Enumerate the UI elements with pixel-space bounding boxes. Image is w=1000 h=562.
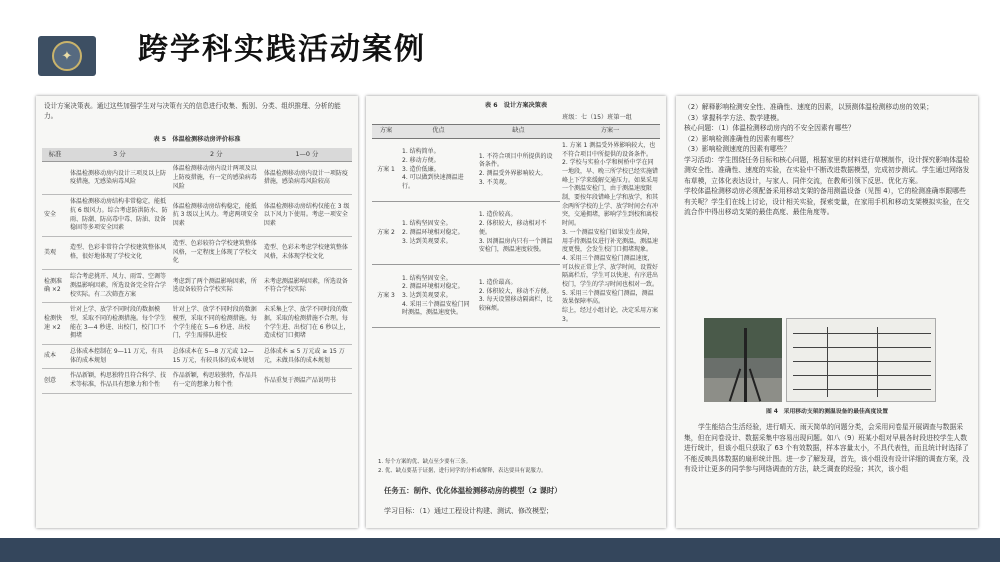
table-row	[42, 344, 352, 368]
table-cell: 作品重复于测温产品说明书	[262, 369, 352, 393]
decision-table	[372, 124, 660, 328]
table-cell: 方案 2	[372, 202, 400, 265]
document-page-1	[36, 96, 358, 528]
decision-cell: 1. 方案 1 测温受外界影响较大，也不符合项目中所提供的设备条件。 2. 学校与实验小学和树桥中学在同一地段，早、晚三所学校已经实施错峰上下学来缓解交通压力。如果采用一个测温安检门，由于测温速度限制，要按年段错峰上学和放学，和其余两所学校的上学、放学时间会有冲突，交通拥堵，影响学生到校和离校时间。 3. 一个测温安检门如果发生故障，用手持测温仪进行补充测温，测温速度更慢，会发生校门口拥堵现象。 4. 采用三个测温安检门测温速度，可以按正常上学、放学时间，设置好隔离栏后，学生可以快速、有序进出校门，学生的学习时间也相对一致。 5. 采用三个测温安检门测温，测温效果保障率高。 综上，经过小组讨论，决定采用方案 3。	[560, 138, 660, 327]
table-cell: 考虑到了两个测温影响因素，所选设备较符合学校实际	[171, 270, 262, 303]
table-cell: 检测准确 ×2	[42, 270, 68, 303]
table-cell: 造型、色彩非常符合学校建筑整体风格，很好地体现了学校文化	[68, 237, 171, 270]
slide-title: 跨学科实践活动案例	[138, 32, 426, 67]
evaluation-table	[42, 148, 352, 394]
table-cell: 针对上学、放学不同时段的数据模型，采取不同的检测措施。每个学生能在 3—4 秒进、出校门，校门口不拥堵	[68, 303, 171, 345]
note-line: 2. 优、缺点要基于证据，进行同学的分析或解释，表达要具有说服力。	[378, 468, 547, 475]
table-cell: 体温检测移动房内设计三项及以上防疫措施，无感染病毒风险	[68, 162, 171, 195]
page3-bottom-text: 学生能结合生活经验，进行晴天、雨天简单的问题分类，会采用问卷星开展调查与数据采集，但在问卷设计、数据采集中容易出现问题。如八（9）班某小组对早晨各时段进校学生人数进行统计，但该小组只获取了 63 个有效数据，样本容量太小，不具代表性，而且统计时选择了不能反映具体数据的扇形统计图。进一步了解发现，首先，该小组没有设计详细的调查方案，没有设计让更多的同学参与网络调查的方法，缺乏调查的经验；其次，该小组	[684, 423, 970, 474]
table-cell: 1. 结构简单。 2. 移动方便。 3. 造价低廉。 4. 可以做到快速测温进行。	[400, 138, 477, 201]
table6-header-pros: 优点	[400, 125, 477, 139]
table-cell: 方案 3	[372, 265, 400, 328]
table-cell: 造型、色彩未考虑学校建筑整体风格，未体现学校文化	[262, 237, 352, 270]
table-row	[372, 138, 660, 201]
task-five-title: 任务五：制作、优化体温检测移动房的模型（2 课时）	[384, 486, 562, 495]
table6-header-plan: 方案	[372, 125, 400, 139]
table-cell: 作品新颖，构思较独特，作品具有一定的想象力和个性	[171, 369, 262, 393]
table-cell: 体温检测移动房结构稳定，能抵抗 3 级以上风力。考虑两项安全因素	[171, 195, 262, 237]
table-cell: 检测快速 ×2	[42, 303, 68, 345]
table-cell: 造型、色彩较符合学校建筑整体风格，一定程度上体现了学校文化	[171, 237, 262, 270]
page3-top-text: （2）解释影响检测安全性、准确性、速度的因素，以预测体温检测移动房的效果； （3）掌握科学方法、数学建模。 核心问题：（1）体温检测移动房内的不安全因素有哪些？ （2）影响检测准确性的因素有哪些？ （3）影响检测速度的因素有哪些？ 学习活动：学生围绕任务目标和核心问题，根据家里的材料进行草模制作，设计探究影响体温检测安全性、准确性、速度的实验，在实验中不断改进数据模型，完成初步测试。学生通过网络发布草模，立体化表达设计，与家人、同伴交流，在教师引领下反思、优化方案。 学校体温检测移动房必须配备采用移动支架的备用测温设备（见图 4），它的检测准确率跟哪些有关呢？学生们在线上讨论，设计相关实验，探索变量，在家用手机和移动支架模拟实验，在交流合作中得出移动支架的最佳高度、最佳角度等。	[684, 103, 970, 217]
table-row	[42, 195, 352, 237]
table6-header-choice: 方案一	[560, 125, 660, 139]
table-row	[42, 270, 352, 303]
table-cell: 1. 造价最高。 2. 体积较大，移动不方便。 3. 每天设置移动隔离栏，比较麻烦。	[477, 265, 560, 328]
table-cell: 美观	[42, 237, 68, 270]
table-cell: 未考虑测温影响因素，所选设备不符合学校实际	[262, 270, 352, 303]
slide-header	[0, 0, 1000, 84]
table-cell: 体温检测移动房结构非常稳定，能抵抗 6 级风力。综合考虑防洪防水、防雨、防潮、防高毒中毒、防油、设备稳固等多项安全因素	[68, 195, 171, 237]
table-cell: 1. 造价较高。 2. 体积较大，移动相对不便。 3. 因测温房内只有一个测温安检门，测温速度较慢。	[477, 202, 560, 265]
table5-caption: 表 5 体温检测移动房评价标准	[153, 136, 241, 143]
page1-intro-text: 设计方案决策表。通过这些加强学生对与决策有关的信息进行收集、甄别、分类、组织推理、分析的能力。	[44, 102, 341, 120]
table-cell: 总体成本控制在 9—11 万元，有具体的成本规划	[68, 344, 171, 368]
table6-caption: 表 6 设计方案决策表	[484, 102, 548, 109]
table5-header-2: 2 分	[171, 148, 262, 162]
table-cell: 总体成本 ≤ 5 万元或 ≥ 15 万元，未做具体的成本规划	[262, 344, 352, 368]
table6-notes	[378, 458, 658, 476]
table-cell: 体温检测移动房结构仅能在 3 级以下风力下使用。考虑一项安全因素	[262, 195, 352, 237]
table-cell: 方案 1	[372, 138, 400, 201]
school-emblem-icon: ✦	[38, 36, 96, 76]
table-cell: 体温检测移动房内设计一项防疫措施，感染病毒风险较高	[262, 162, 352, 195]
table-cell: 1. 结构坚固安全。 2. 测温环境相对稳定。 3. 达到美观要求。	[400, 202, 477, 265]
table-cell: 未采集上学、放学不同时段的数据，采取的检测措施不合理。每个学生进、出校门在 6 秒以上，造成校门口拥堵	[262, 303, 352, 345]
table-cell: 成本	[42, 344, 68, 368]
figure-4	[704, 318, 936, 402]
table5-header-3: 3 分	[68, 148, 171, 162]
document-page-3	[676, 96, 978, 528]
table-row	[42, 303, 352, 345]
footer-bar	[0, 538, 1000, 562]
table-row	[42, 162, 352, 195]
table5-header-1-0: 1—0 分	[262, 148, 352, 162]
table-row	[42, 237, 352, 270]
tripod-photo	[704, 318, 782, 402]
table-cell: 创意	[42, 369, 68, 393]
table-cell: 安全	[42, 195, 68, 237]
table-cell: 体温检测移动房内设计两项及以上防疫措施，有一定的感染病毒风险	[171, 162, 262, 195]
table-cell: 总体成本在 5—8 万元或 12—15 万元，有较具体的成本规划	[171, 344, 262, 368]
learning-goal: 学习目标：（1）通过工程设计构建、测试、修改模型；	[384, 507, 553, 515]
table-cell: 作品新颖，构思独特且符合科学、技术等标准，作品具有想象力和个性	[68, 369, 171, 393]
table-cell: 1. 不符合项目中所提供的设备条件。 2. 测温受外界影响较大。 3. 不美观。	[477, 138, 560, 201]
table6-header-cons: 缺点	[477, 125, 560, 139]
table5-header-standard: 标准	[42, 148, 68, 162]
table-cell	[42, 162, 68, 195]
class-label: 班级：七（15）班第一组	[562, 114, 632, 121]
table-cell: 针对上学、放学不同时段的数据模型，采取不同的检测措施。每个学生能在 5—6 秒进、出校门，学生需排队进校	[171, 303, 262, 345]
figure-4-caption: 图 4 采用移动支架的测温设备的最佳高度设置	[766, 409, 888, 415]
table-cell: 综合考虑挑开、风力、雨雪、空调等测温影响因素，所选设备完全符合学校实际。有二次筛查方案	[68, 270, 171, 303]
handwritten-record-sheet	[786, 318, 936, 402]
document-page-2	[366, 96, 666, 528]
table-cell: 1. 结构坚固安全。 2. 测温环境相对稳定。 3. 达到美观要求。 4. 采用三个测温安检门同时测温，测温速度快。	[400, 265, 477, 328]
note-line: 1. 每个方案的优、缺点至少要有三条。	[378, 459, 472, 465]
table-row	[42, 369, 352, 393]
